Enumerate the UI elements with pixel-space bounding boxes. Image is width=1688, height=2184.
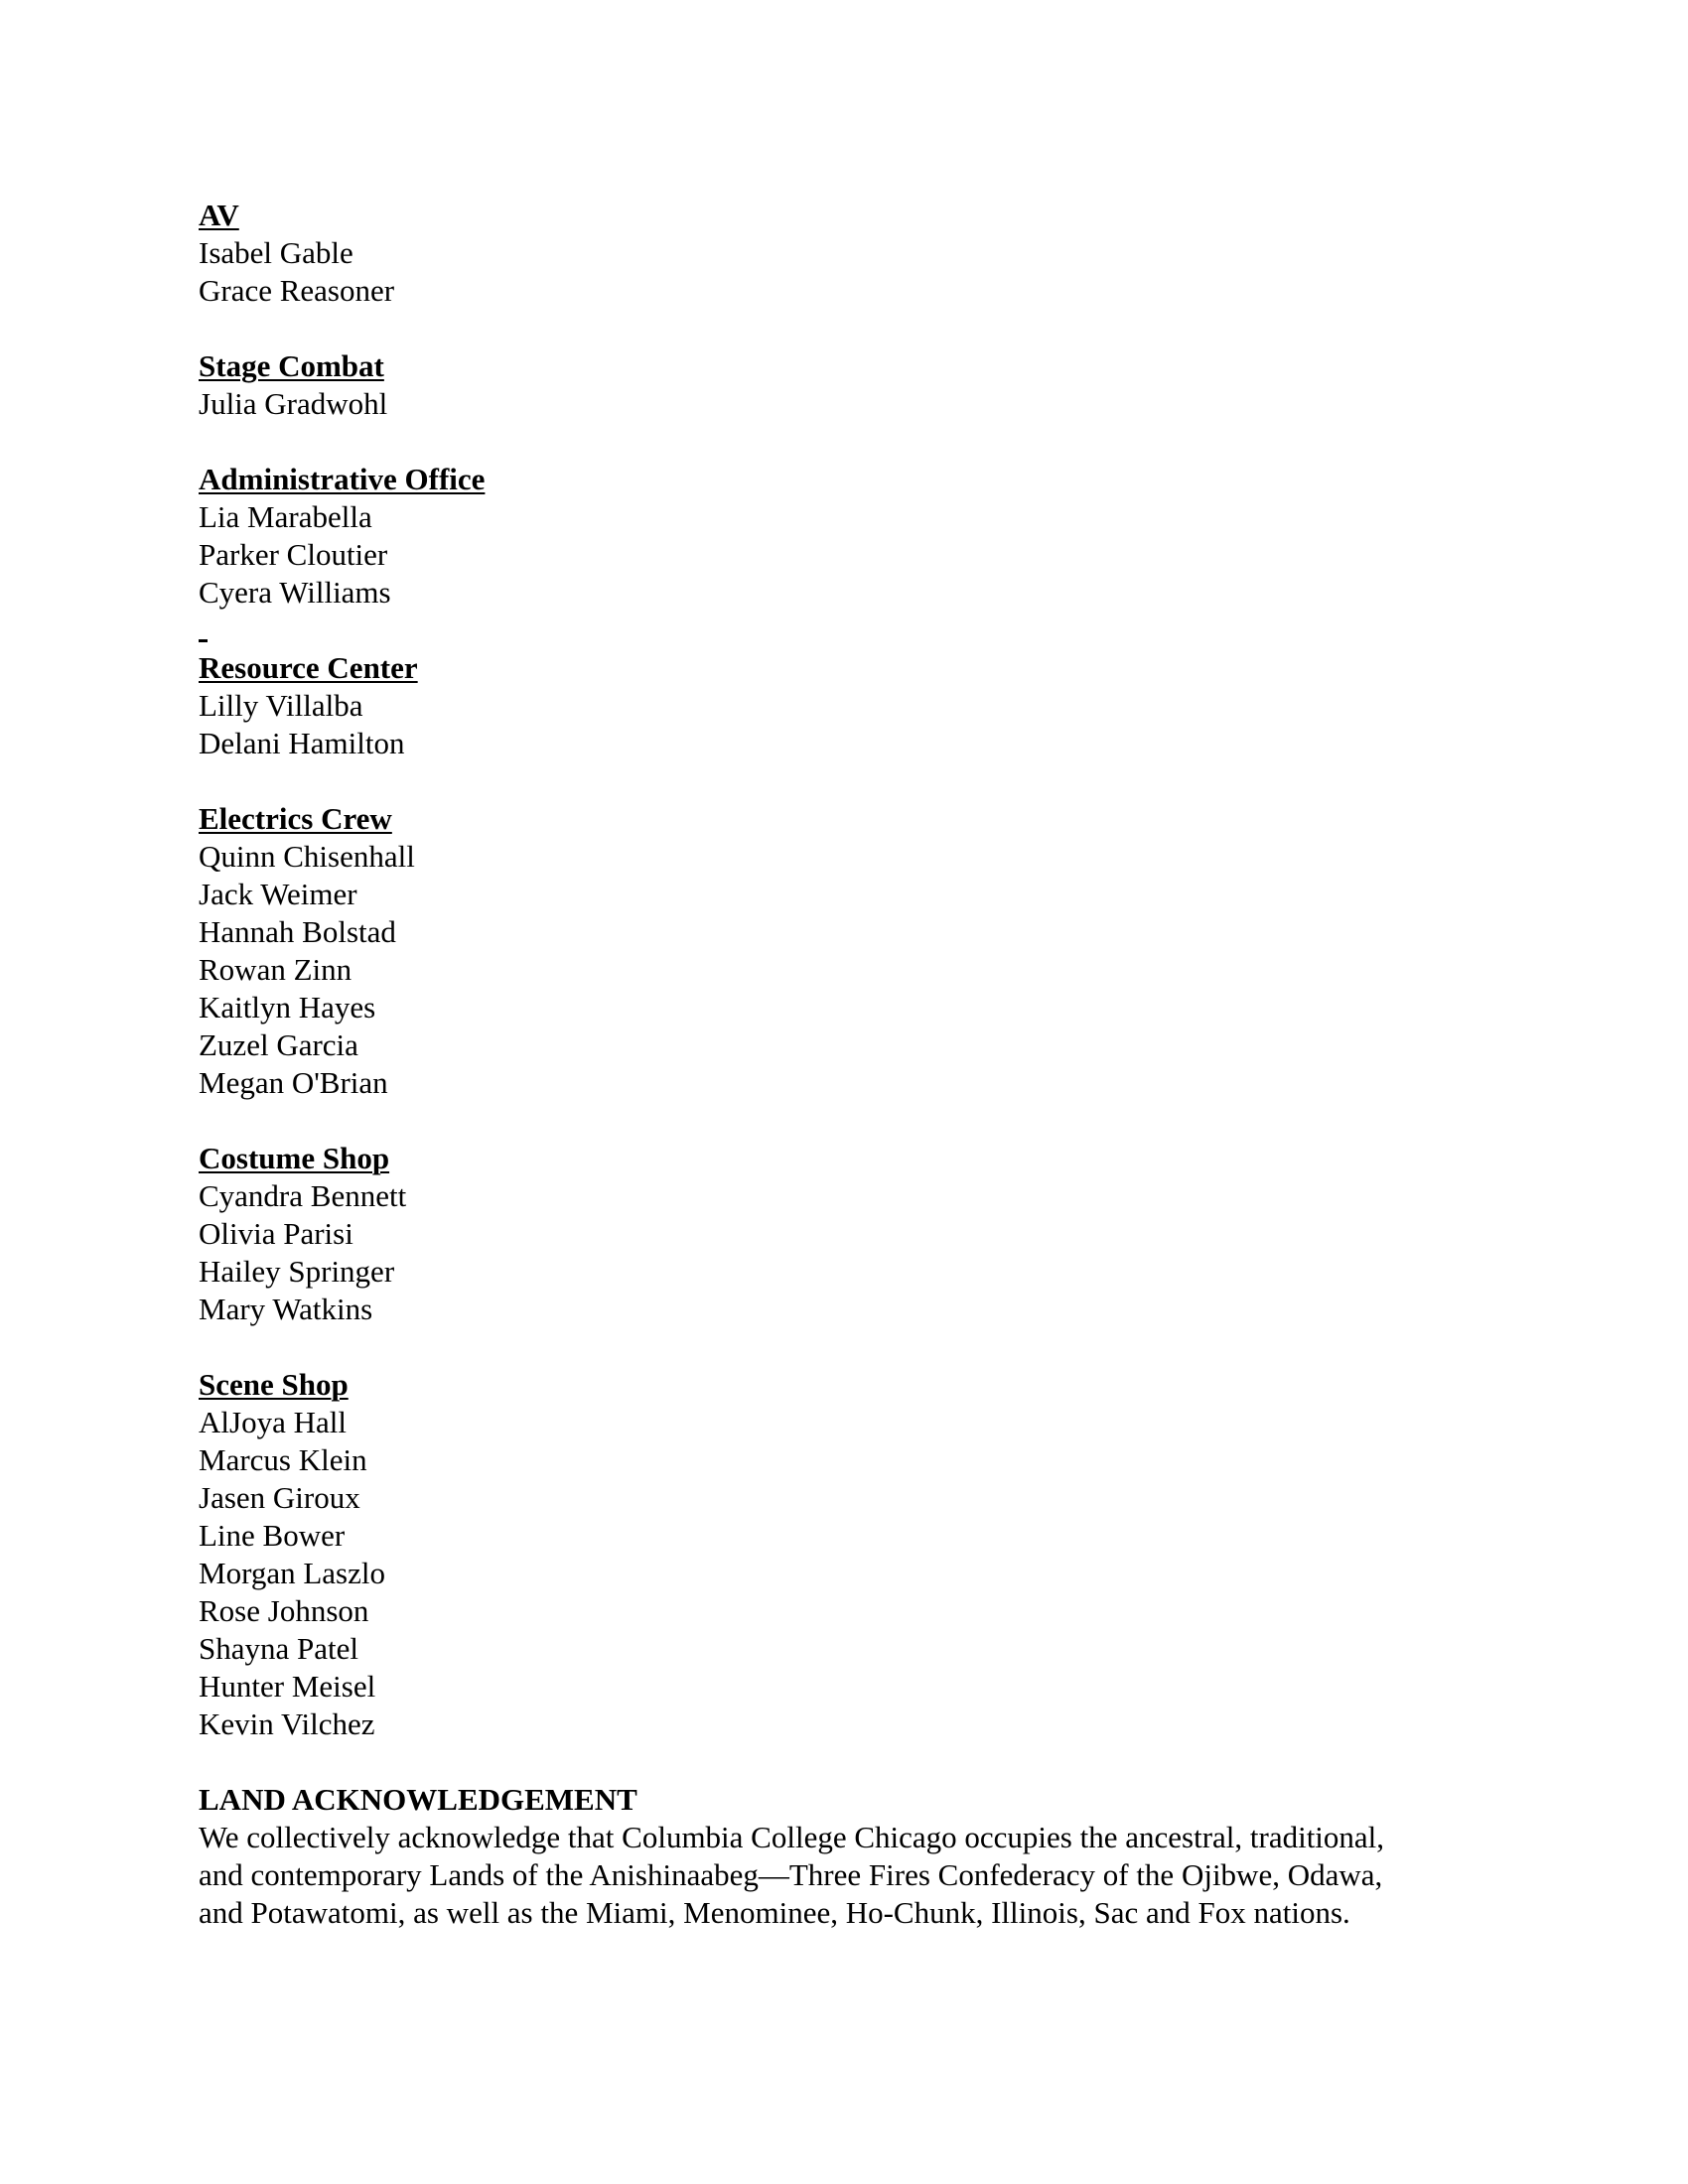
crew-name: Shayna Patel [199, 1631, 358, 1666]
crew-name: Quinn Chisenhall [199, 839, 415, 874]
crew-name: Line Bower [199, 1518, 346, 1553]
crew-name: AlJoya Hall [199, 1405, 347, 1439]
section-heading: Resource Center [199, 650, 418, 685]
crew-name: Grace Reasoner [199, 273, 395, 308]
crew-name: Morgan Laszlo [199, 1556, 385, 1590]
crew-name: Cyera Williams [199, 575, 391, 610]
crew-name: Mary Watkins [199, 1292, 373, 1326]
crew-name: Rowan Zinn [199, 952, 352, 987]
section-heading: Stage Combat [199, 348, 384, 383]
section-av [199, 197, 1509, 310]
crew-name: Marcus Klein [199, 1442, 367, 1477]
land-acknowledgement [199, 1781, 1509, 1932]
crew-name: Delani Hamilton [199, 726, 405, 760]
crew-name: Megan O'Brian [199, 1065, 388, 1100]
crew-name: Lilly Villalba [199, 688, 363, 723]
land-acknowledgement-line: We collectively acknowledge that Columbia College Chicago occupies the ancestral, traditional, [199, 1820, 1385, 1854]
crew-name: Jack Weimer [199, 877, 357, 911]
section-administrative-office [199, 461, 1509, 612]
land-acknowledgement-title: LAND ACKNOWLEDGEMENT [199, 1782, 637, 1817]
section-electrics-crew [199, 800, 1509, 1102]
crew-name: Kevin Vilchez [199, 1706, 375, 1741]
crew-name: Hailey Springer [199, 1254, 395, 1289]
crew-name: Rose Johnson [199, 1593, 369, 1628]
crew-name: Kaitlyn Hayes [199, 990, 376, 1024]
section-scene-shop [199, 1366, 1509, 1743]
crew-name: Hannah Bolstad [199, 914, 396, 949]
land-acknowledgement-line: and Potawatomi, as well as the Miami, Menominee, Ho-Chunk, Illinois, Sac and Fox nations. [199, 1895, 1350, 1930]
section-heading: Scene Shop [199, 1367, 349, 1402]
section-stage-combat [199, 347, 1509, 423]
crew-name: Hunter Meisel [199, 1669, 376, 1704]
section-heading: AV [199, 198, 239, 232]
crew-name: Isabel Gable [199, 235, 353, 270]
document-page [199, 197, 1509, 1970]
section-costume-shop [199, 1140, 1509, 1328]
land-acknowledgement-line: and contemporary Lands of the Anishinaabeg—Three Fires Confederacy of the Ojibwe, Odawa, [199, 1857, 1383, 1892]
section-resource-center [199, 649, 1509, 762]
section-heading: Costume Shop [199, 1141, 390, 1175]
crew-name: Zuzel Garcia [199, 1027, 358, 1062]
section-heading: Electrics Crew [199, 801, 392, 836]
crew-name: Julia Gradwohl [199, 386, 388, 421]
crew-name: Jasen Giroux [199, 1480, 360, 1515]
crew-name: Lia Marabella [199, 499, 372, 534]
stray-underline-mark [199, 612, 1509, 649]
section-heading: Administrative Office [199, 462, 486, 496]
crew-name: Olivia Parisi [199, 1216, 353, 1251]
crew-name: Cyandra Bennett [199, 1178, 407, 1213]
crew-name: Parker Cloutier [199, 537, 388, 572]
